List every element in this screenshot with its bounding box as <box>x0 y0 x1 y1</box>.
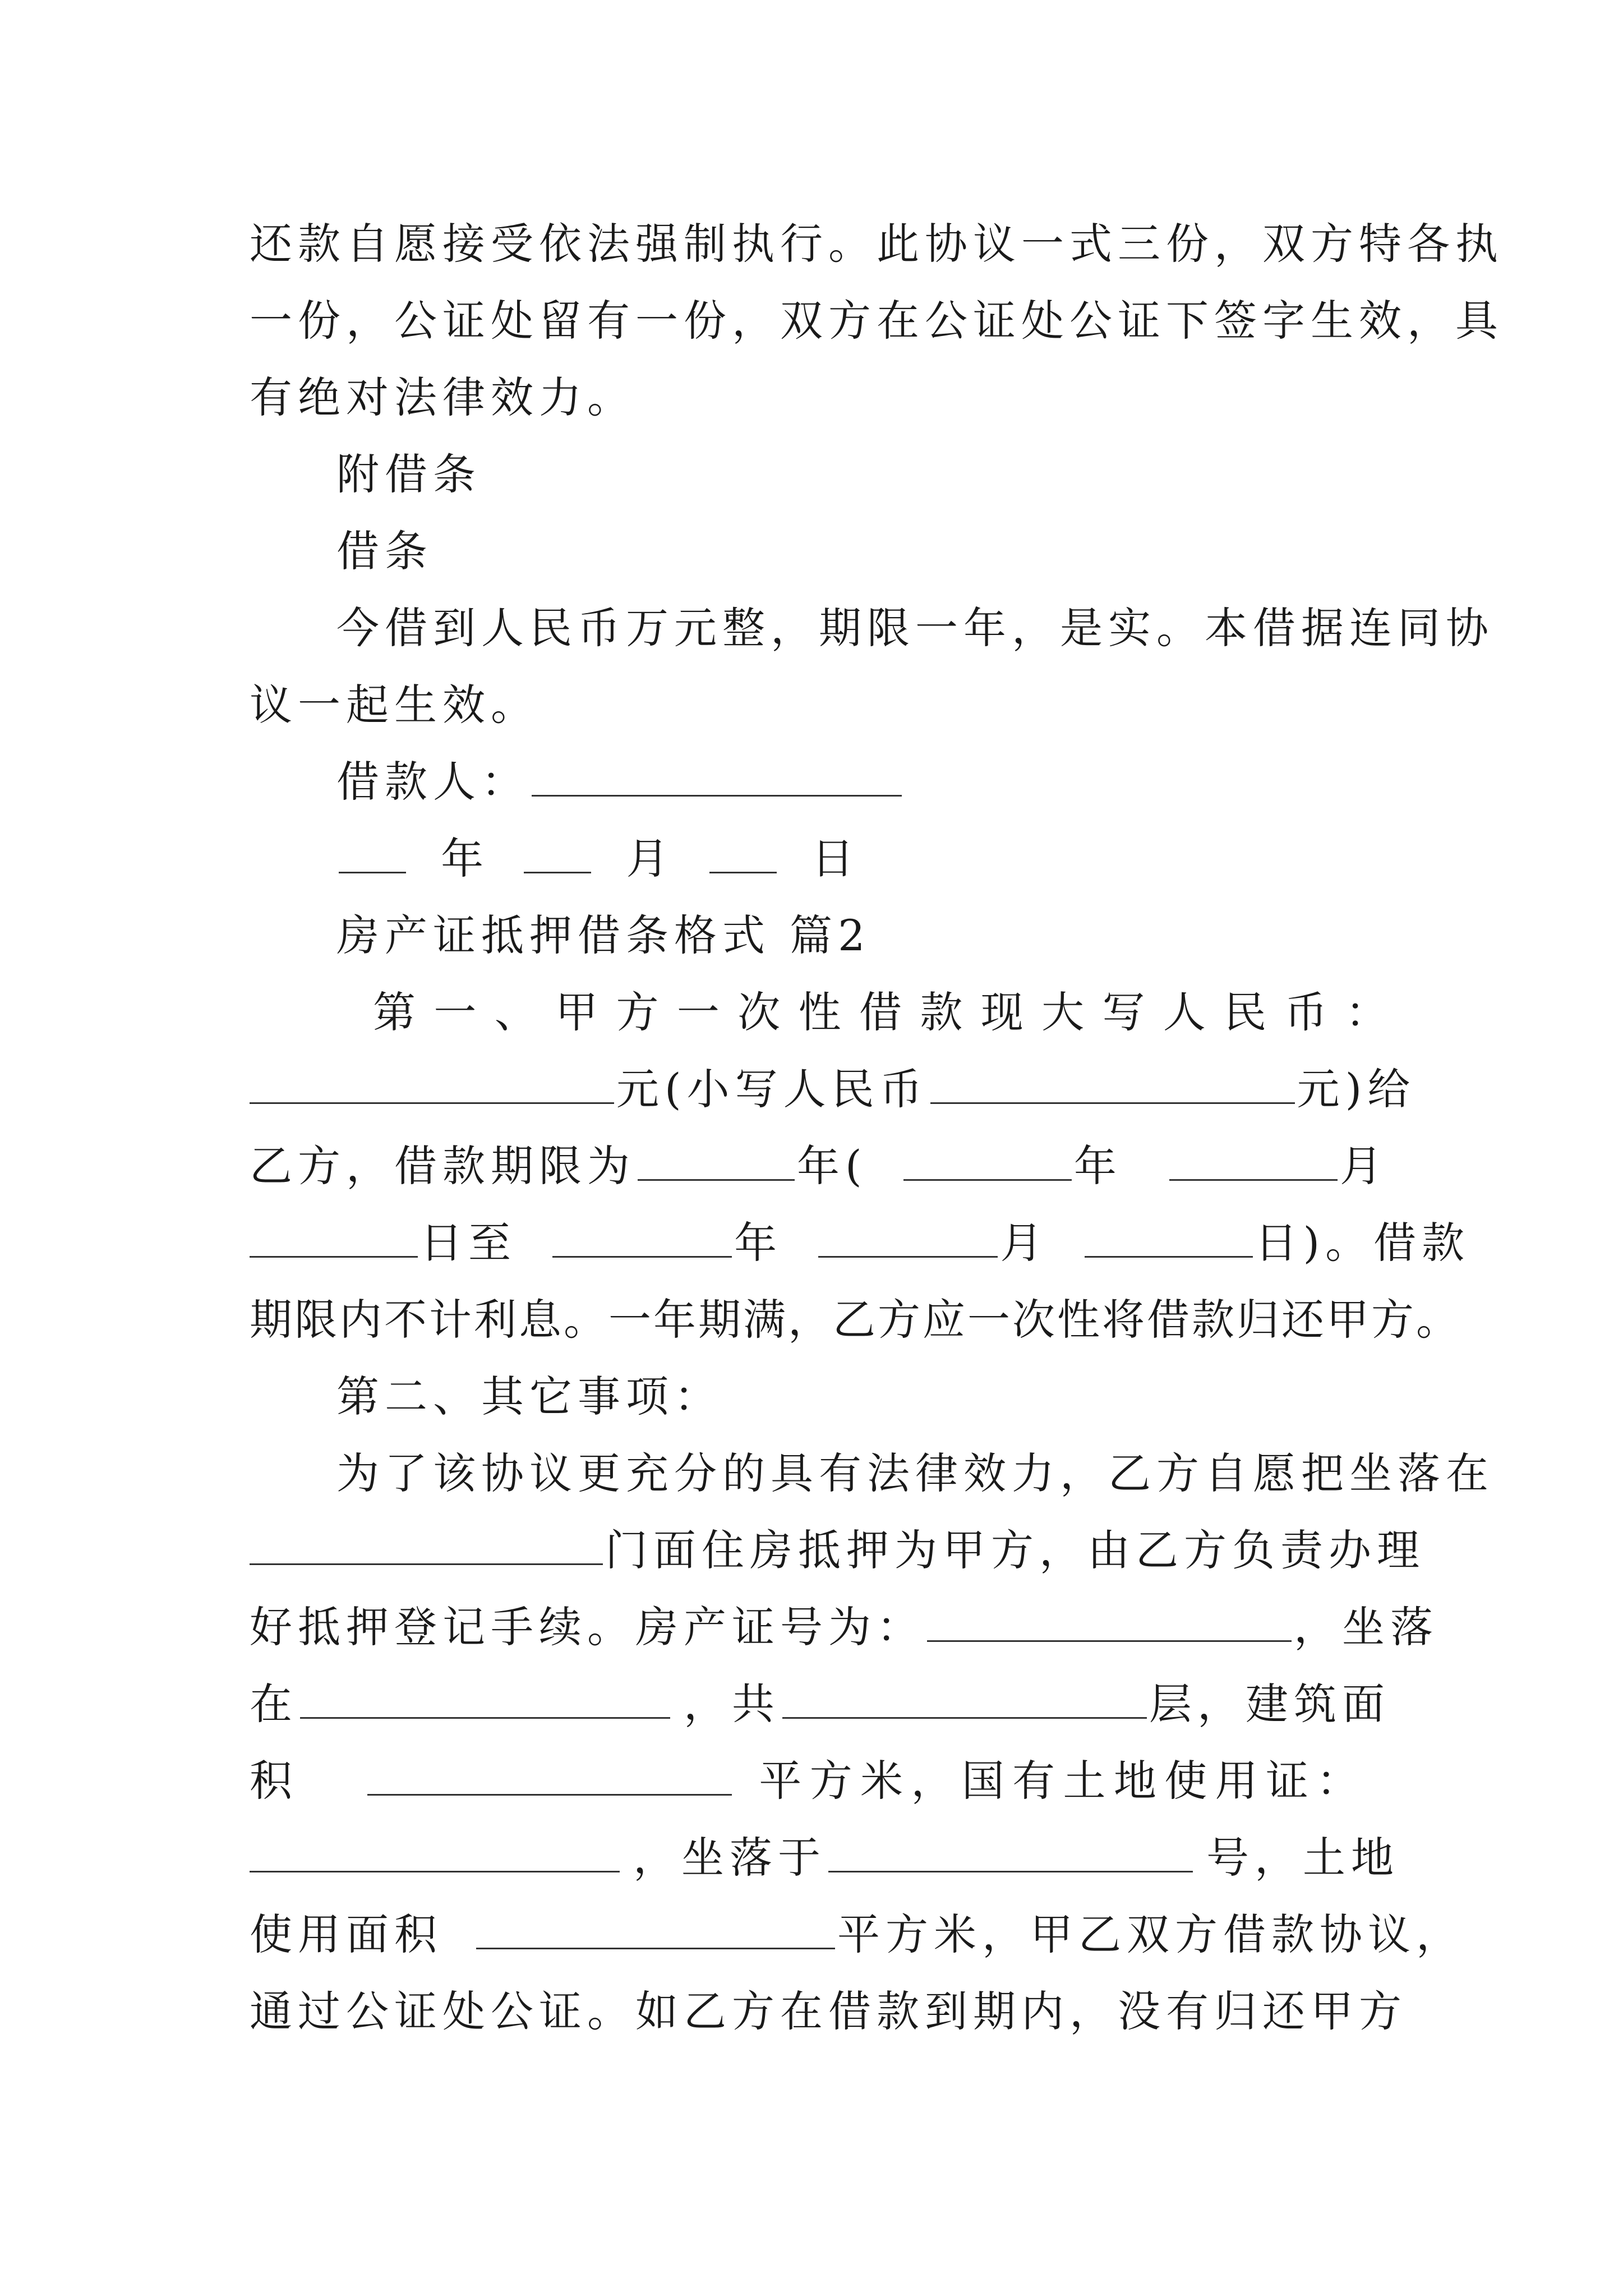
term-line <box>250 1133 1388 1200</box>
amount-lowercase-blank <box>930 1059 1295 1104</box>
text-fragment: 元)给 <box>1297 1064 1416 1114</box>
text-fragment: 年 <box>734 1218 783 1268</box>
borrower-label: 借款人： <box>336 757 529 807</box>
text-fragment: 层，建筑面 <box>1149 1679 1390 1729</box>
text-fragment: 月 <box>1340 1141 1388 1191</box>
term-line-2 <box>250 1209 1470 1277</box>
text-char: ： <box>1345 987 1388 1037</box>
month-blank <box>524 828 591 873</box>
day-label: 日 <box>811 834 860 884</box>
land-cert-line <box>250 1824 1399 1892</box>
text-char: 写 <box>1102 987 1145 1037</box>
section-heading: 房产证抵押借条格式 篇2 <box>336 910 871 960</box>
text-char: 方 <box>809 1756 858 1806</box>
text-fragment: 门面住房抵押为甲方，由乙方负责办理 <box>605 1525 1425 1575</box>
text-char: 借 <box>859 987 902 1037</box>
text-char: 使 <box>1164 1756 1213 1806</box>
year-label: 年 <box>441 834 490 884</box>
text-fragment: 元(小写人民币 <box>616 1064 928 1114</box>
end-month-blank <box>818 1212 998 1258</box>
land-area-blank <box>476 1904 835 1949</box>
text-char: 平 <box>759 1756 808 1806</box>
text-char: 次 <box>737 987 781 1037</box>
paragraph-line: 期限内不计利息。一年期满，乙方应一次性将借款归还甲方。 <box>250 1295 1461 1345</box>
text-char: 一 <box>434 987 477 1037</box>
date-line <box>336 825 1388 892</box>
clause-two-heading: 第二、其它事项： <box>336 1372 722 1421</box>
start-month-blank <box>1169 1135 1338 1181</box>
text-fragment: ，坐落于 <box>633 1833 826 1883</box>
land-certificate-blank <box>250 1827 620 1872</box>
text-char: 土 <box>1063 1756 1112 1806</box>
paragraph-line: 有绝对法律效力。 <box>250 372 635 422</box>
term-years-blank <box>638 1135 795 1181</box>
text-fragment: 日)。借款 <box>1255 1218 1470 1268</box>
text-char: 币 <box>1284 987 1327 1037</box>
floors-blank <box>782 1673 1147 1719</box>
text-char: 米 <box>860 1756 909 1806</box>
text-char: 民 <box>1224 987 1267 1037</box>
text-fragment: 乙方，借款期限为 <box>250 1141 635 1191</box>
text-fragment: ，坐落 <box>1294 1602 1438 1652</box>
text-fragment: 好抵押登记手续。房产证号为： <box>250 1602 925 1652</box>
start-year-blank <box>903 1135 1072 1181</box>
attachment-heading: 附借条 <box>336 449 481 499</box>
text-fragment: 月 <box>1000 1218 1049 1268</box>
end-year-blank <box>552 1212 732 1258</box>
text-char: 人 <box>1163 987 1206 1037</box>
amount-line <box>250 1056 1416 1123</box>
text-fragment: 使用面积 <box>250 1910 442 1959</box>
text-fragment: 平方米，甲乙双方借款协议， <box>837 1910 1464 1959</box>
clause-one-line <box>373 979 1388 1046</box>
area-line <box>250 1747 1388 1815</box>
text-char: 地 <box>1113 1756 1162 1806</box>
text-fragment: 积 <box>250 1756 298 1806</box>
text-char: 用 <box>1215 1756 1264 1806</box>
paragraph-line: 一份，公证处留有一份，双方在公证处公证下签字生效，具 <box>250 296 1504 346</box>
iou-title: 借条 <box>336 526 433 576</box>
location-line <box>250 1671 1388 1738</box>
building-area-blank <box>367 1750 732 1796</box>
text-char: 一 <box>676 987 720 1037</box>
mortgage-line <box>250 1517 1425 1584</box>
text-char: 大 <box>1041 987 1085 1037</box>
text-char: 性 <box>798 987 841 1037</box>
end-day-blank <box>1085 1212 1253 1258</box>
text-fragment: ，共 <box>684 1679 780 1729</box>
property-location-blank <box>250 1520 603 1565</box>
text-char: 国 <box>961 1756 1010 1806</box>
text-char: 现 <box>980 987 1023 1037</box>
land-location-blank <box>828 1827 1193 1872</box>
text-char: ： <box>1316 1756 1365 1806</box>
text-fragment: 在 <box>250 1679 298 1729</box>
paragraph-line: 为了该协议更充分的具有法律效力，乙方自愿把坐落在 <box>336 1448 1494 1498</box>
paragraph-line: 还款自愿接受依法强制执行。此协议一式三份，双方特各执 <box>250 219 1504 269</box>
text-char: 甲 <box>555 987 598 1037</box>
text-fragment: 日至 <box>420 1218 517 1268</box>
start-day-blank <box>250 1212 418 1258</box>
certificate-line <box>250 1594 1438 1661</box>
certificate-number-blank <box>927 1596 1292 1642</box>
year-blank <box>339 828 406 873</box>
paragraph-line: 议一起生效。 <box>250 680 539 730</box>
amount-uppercase-blank <box>250 1059 614 1104</box>
text-char: ， <box>911 1756 960 1806</box>
text-char: 有 <box>1012 1756 1061 1806</box>
text-char: 证 <box>1265 1756 1314 1806</box>
day-blank <box>709 828 777 873</box>
location-blank <box>300 1673 670 1719</box>
text-fragment: 年( <box>797 1141 868 1191</box>
text-char: 第 <box>373 987 416 1037</box>
borrower-signature-line <box>336 748 1388 816</box>
paragraph-line: 今借到人民币万元整，期限一年，是实。本借据连同协 <box>336 603 1494 653</box>
text-char: 、 <box>494 987 537 1037</box>
month-label: 月 <box>626 834 675 884</box>
text-fragment: 年 <box>1073 1141 1122 1191</box>
land-area-line <box>250 1901 1464 1968</box>
borrower-blank <box>532 751 902 797</box>
paragraph-line: 通过公证处公证。如乙方在借款到期内，没有归还甲方 <box>250 1986 1407 2036</box>
text-char: 款 <box>920 987 963 1037</box>
text-fragment: 号，土地 <box>1206 1833 1399 1883</box>
text-char: 方 <box>616 987 659 1037</box>
